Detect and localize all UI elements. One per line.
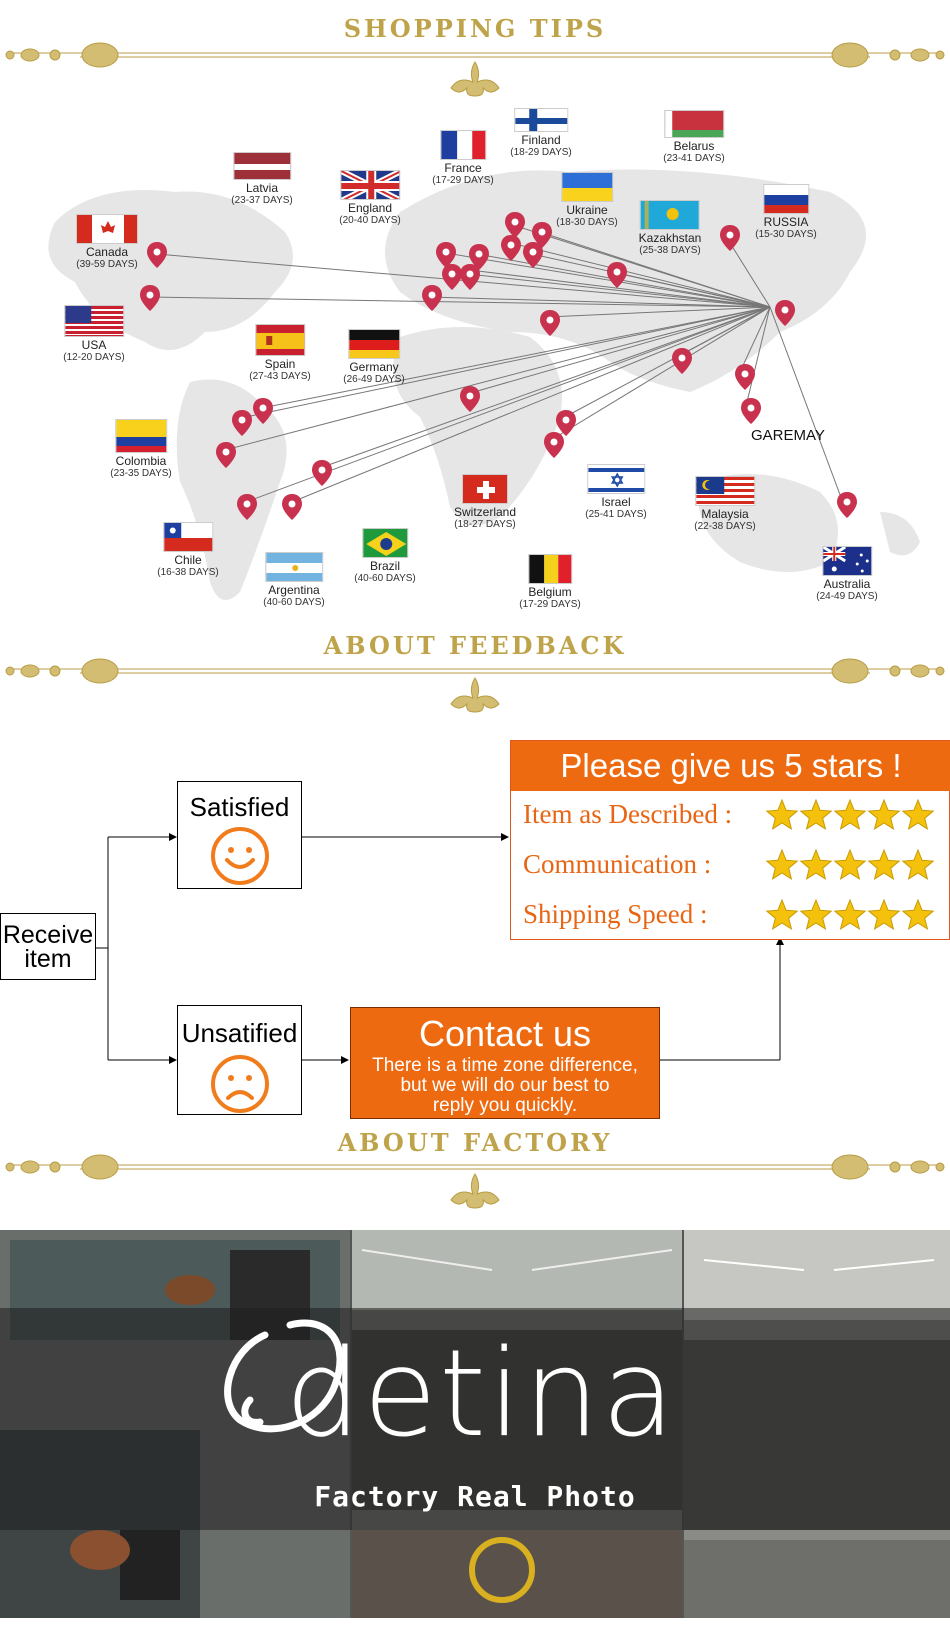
- star-icon: [903, 900, 933, 929]
- rating-row-shipping-speed: [523, 897, 948, 937]
- delivery-days: (27-43 DAYS): [249, 371, 311, 382]
- star-icon: [835, 800, 865, 829]
- five-star-rating-icon: [765, 897, 940, 933]
- france-flag-icon: [440, 130, 486, 160]
- receive-item-box: [0, 913, 96, 980]
- switzerland-flag-icon: [462, 474, 508, 504]
- delivery-days: (39-59 DAYS): [76, 259, 138, 270]
- delivery-days: (16-38 DAYS): [157, 567, 219, 578]
- map-pin: [501, 235, 521, 261]
- finland-flag-icon: [514, 108, 568, 132]
- contact-message-line: but we will do our best to: [400, 1075, 610, 1096]
- brand-tagline: Factory Real Photo: [314, 1480, 636, 1513]
- country-france: [432, 130, 494, 187]
- delivery-days: (23-35 DAYS): [110, 468, 172, 479]
- map-pin: [216, 442, 236, 468]
- star-icon: [903, 850, 933, 879]
- delivery-days: (25-41 DAYS): [585, 509, 647, 520]
- star-icon: [767, 800, 797, 829]
- country-belgium: [519, 554, 581, 611]
- map-pin: [140, 285, 160, 311]
- smiley-face-icon: [210, 826, 270, 886]
- delivery-days: (23-41 DAYS): [663, 153, 725, 164]
- country-usa: [63, 305, 125, 364]
- map-pin: [607, 262, 627, 288]
- star-icon: [869, 900, 899, 929]
- star-icon: [801, 800, 831, 829]
- country-name: Finland: [521, 133, 561, 147]
- five-stars-panel: [510, 740, 950, 940]
- country-switzerland: [454, 474, 516, 531]
- map-pin: [837, 492, 857, 518]
- delivery-days: (18-30 DAYS): [556, 217, 618, 228]
- star-icon: [767, 850, 797, 879]
- satisfied-label: Satisfied: [189, 792, 290, 822]
- country-belarus: [663, 110, 725, 165]
- map-pin: [775, 300, 795, 326]
- about-feedback-title: ABOUT FEEDBACK: [323, 631, 627, 660]
- country-latvia: [231, 152, 293, 207]
- delivery-days: (17-29 DAYS): [519, 599, 581, 610]
- receive-item-label-line1: Receive: [2, 921, 94, 949]
- map-pin: [460, 386, 480, 412]
- unsatisfied-label: Unsatified: [181, 1018, 298, 1048]
- world-shipping-map: [0, 92, 950, 627]
- unsatisfied-box: [177, 1005, 302, 1115]
- map-pin: [282, 494, 302, 520]
- country-spain: [249, 324, 311, 383]
- star-icon: [835, 850, 865, 879]
- map-pin: [556, 410, 576, 436]
- map-pin: [505, 212, 525, 238]
- delivery-days: (15-30 DAYS): [755, 229, 817, 240]
- country-name: Canada: [85, 245, 129, 259]
- country-name: Australia: [823, 577, 871, 591]
- brazil-flag-icon: [362, 528, 408, 558]
- country-germany: [343, 329, 405, 386]
- map-pin: [741, 398, 761, 424]
- country-name: Israel: [601, 495, 631, 509]
- country-finland: [510, 108, 572, 159]
- country-kazakhstan: [639, 200, 702, 257]
- delivery-days: (17-29 DAYS): [432, 175, 494, 186]
- shopping-tips-title: SHOPPING TIPS: [343, 14, 607, 43]
- country-name: France: [444, 161, 482, 175]
- delivery-days: (18-27 DAYS): [454, 519, 516, 530]
- country-malaysia: [694, 476, 756, 533]
- delivery-days: (40-60 DAYS): [354, 573, 416, 584]
- map-pin: [540, 310, 560, 336]
- country-brazil: [354, 528, 416, 585]
- russia-flag-icon: [763, 184, 809, 214]
- map-pin: [422, 285, 442, 311]
- rating-label: Item as Described :: [523, 799, 733, 829]
- country-name: Colombia: [115, 454, 167, 468]
- spain-flag-icon: [255, 324, 305, 356]
- hub-label: GAREMAY: [751, 427, 825, 444]
- star-icon: [835, 900, 865, 929]
- ukraine-flag-icon: [561, 172, 613, 202]
- receive-item-label-line2: item: [24, 945, 72, 973]
- belarus-flag-icon: [664, 110, 724, 138]
- factory-photo-collage: [0, 1230, 950, 1618]
- map-pin: [147, 242, 167, 268]
- delivery-days: (26-49 DAYS): [343, 374, 405, 385]
- country-colombia: [110, 419, 172, 480]
- star-icon: [869, 850, 899, 879]
- map-pin: [312, 460, 332, 486]
- five-stars-heading: Please give us 5 stars !: [511, 741, 950, 791]
- colombia-flag-icon: [115, 419, 167, 453]
- germany-flag-icon: [348, 329, 400, 359]
- delivery-days: (20-40 DAYS): [339, 215, 401, 226]
- five-star-rating-icon: [765, 847, 940, 883]
- star-icon: [801, 850, 831, 879]
- map-pin: [672, 348, 692, 374]
- malaysia-flag-icon: [695, 476, 755, 506]
- map-pin: [232, 410, 252, 436]
- country-australia: [816, 546, 878, 603]
- delivery-days: (25-38 DAYS): [639, 245, 701, 256]
- map-pin: [237, 494, 257, 520]
- delivery-days: (22-38 DAYS): [694, 521, 756, 532]
- country-name: Chile: [174, 553, 202, 567]
- rating-label: Communication :: [523, 849, 712, 879]
- country-chile: [157, 522, 219, 579]
- country-name: Argentina: [268, 583, 320, 597]
- delivery-days: (23-37 DAYS): [231, 195, 293, 206]
- star-icon: [767, 900, 797, 929]
- argentina-flag-icon: [265, 552, 323, 582]
- country-name: Belarus: [673, 139, 715, 153]
- country-name: Brazil: [369, 559, 401, 573]
- satisfied-box: [177, 781, 302, 889]
- map-pin: [544, 432, 564, 458]
- country-name: England: [347, 201, 393, 215]
- usa-flag-icon: [64, 305, 124, 337]
- country-name: Belgium: [528, 585, 572, 599]
- delivery-days: (24-49 DAYS): [816, 591, 878, 602]
- delivery-days: (18-29 DAYS): [510, 147, 572, 158]
- belgium-flag-icon: [528, 554, 572, 584]
- ornament-divider: [0, 656, 950, 726]
- contact-message-line: There is a time zone difference,: [372, 1055, 638, 1076]
- country-canada: [76, 214, 138, 271]
- latvia-flag-icon: [233, 152, 291, 180]
- country-argentina: [263, 552, 325, 609]
- australia-flag-icon: [822, 546, 872, 576]
- country-name: Ukraine: [566, 203, 608, 217]
- country-england: [339, 170, 401, 227]
- brand-name: detina: [285, 1325, 677, 1464]
- israel-flag-icon: [587, 464, 645, 494]
- contact-us-box[interactable]: [350, 1007, 660, 1119]
- map-pin: [253, 398, 273, 424]
- map-pin: [442, 264, 462, 290]
- five-star-rating-icon: [765, 797, 940, 833]
- canada-flag-icon: [76, 214, 138, 244]
- country-name: Switzerland: [453, 505, 517, 519]
- delivery-days: (40-60 DAYS): [263, 597, 325, 608]
- country-name: Malaysia: [701, 507, 749, 521]
- country-name: USA: [81, 338, 107, 352]
- kazakhstan-flag-icon: [640, 200, 700, 230]
- contact-message-line: reply you quickly.: [432, 1095, 578, 1116]
- country-name: Germany: [349, 360, 399, 374]
- country-name: RUSSIA: [763, 215, 809, 229]
- rating-row-item-described: [523, 797, 948, 837]
- uk-flag-icon: [340, 170, 400, 200]
- country-name: Kazakhstan: [638, 231, 702, 245]
- star-icon: [869, 800, 899, 829]
- map-pin: [735, 364, 755, 390]
- map-pin: [720, 225, 740, 251]
- rating-label: Shipping Speed :: [523, 899, 708, 929]
- about-factory-title: ABOUT FACTORY: [337, 1128, 613, 1157]
- sad-face-icon: [210, 1054, 270, 1114]
- rating-row-communication: [523, 847, 948, 887]
- star-icon: [903, 800, 933, 829]
- star-icon: [801, 900, 831, 929]
- ornament-divider: [0, 1152, 950, 1222]
- chile-flag-icon: [163, 522, 213, 552]
- country-israel: [585, 464, 647, 521]
- country-russia: [755, 184, 817, 241]
- country-name: Spain: [264, 357, 296, 371]
- country-ukraine: [556, 172, 618, 229]
- country-name: Latvia: [245, 181, 279, 195]
- delivery-days: (12-20 DAYS): [63, 352, 125, 363]
- contact-us-title: Contact us: [418, 1013, 592, 1054]
